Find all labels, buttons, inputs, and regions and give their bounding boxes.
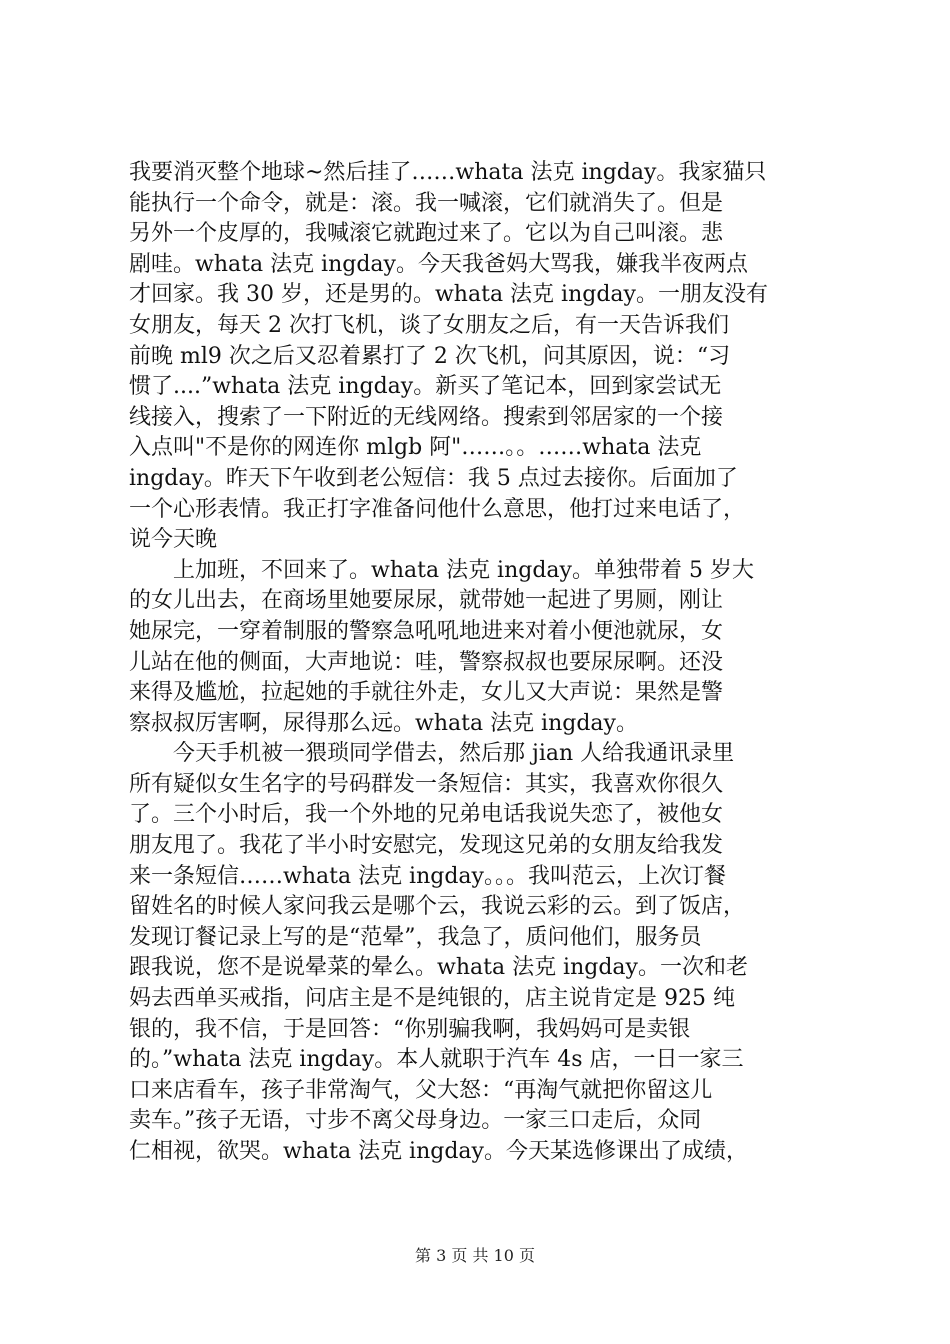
text-line: 跟我说，您不是说晕菜的晕么。whata 法克 ingday。一次和老 (129, 955, 748, 981)
paragraph-start-line: 今天手机被一猥琐同学借去，然后那 jian 人给我通讯录里 (173, 741, 735, 767)
text-line: 朋友甩了。我花了半小时安慰完，发现这兄弟的女朋友给我发 (129, 833, 724, 859)
text-line: 线接入，搜索了一下附近的无线网络。搜索到邻居家的一个接 (129, 404, 724, 430)
text-line: 前晚 ml9 次之后又忍着累打了 2 次飞机，问其原因，说：“习 (129, 343, 731, 369)
text-line: 银的，我不信，于是回答：“你别骗我啊，我妈妈可是卖银 (129, 1016, 691, 1042)
text-line: 来得及尴尬，拉起她的手就往外走，女儿又大声说：果然是警 (129, 680, 724, 706)
text-line: 女朋友，每天 2 次打飞机，谈了女朋友之后，有一天告诉我们 (129, 312, 729, 338)
text-line: 妈去西单买戒指，问店主是不是纯银的，店主说肯定是 925 纯 (129, 986, 735, 1012)
text-line: 的女儿出去，在商场里她要尿尿，就带她一起进了男厕，刚让 (129, 588, 724, 614)
text-line: ingday。昨天下午收到老公短信：我 5 点过去接你。后面加了 (129, 465, 738, 491)
document-body (129, 158, 834, 1168)
text-line: 入点叫"不是你的网连你 mlgb 阿"……。。……whata 法克 (129, 435, 702, 461)
page-number-footer: 第 3 页 共 10 页 (415, 1246, 535, 1265)
text-line: 说今天晚 (129, 527, 218, 553)
text-line: 发现订餐记录上写的是“范晕”，我急了，质问他们，服务员 (129, 924, 702, 950)
text-line: 她尿完，一穿着制服的警察急吼吼地进来对着小便池就尿，女 (129, 618, 724, 644)
text-line: 留姓名的时候人家问我云是哪个云，我说云彩的云。到了饭店， (129, 894, 746, 920)
text-line: 儿站在他的侧面，大声地说：哇，警察叔叔也要尿尿啊。还没 (129, 649, 724, 675)
text-line: 的。”whata 法克 ingday。本人就职于汽车 4s 店，一日一家三 (129, 1047, 744, 1073)
text-line: 剧哇。whata 法克 ingday。今天我爸妈大骂我，嫌我半夜两点 (129, 251, 748, 277)
text-line: 惯了....”whata 法克 ingday。新买了笔记本，回到家尝试无 (129, 374, 722, 400)
text-line: 才回家。我 30 岁，还是男的。whata 法克 ingday。一朋友没有 (129, 282, 768, 308)
text-line: 察叔叔厉害啊，尿得那么远。whata 法克 ingday。 (129, 710, 638, 736)
text-line: 我要消灭整个地球~然后挂了……whata 法克 ingday。我家猫只 (129, 160, 767, 185)
text-line: 了。三个小时后，我一个外地的兄弟电话我说失恋了，被他女 (129, 802, 724, 828)
text-line: 能执行一个命令，就是：滚。我一喊滚，它们就消失了。但是 (129, 190, 724, 216)
text-line: 来一条短信……whata 法克 ingday。。。我叫范云，上次订餐 (129, 863, 726, 889)
text-line: 卖车。”孩子无语，寸步不离父母身边。一家三口走后，众同 (129, 1108, 702, 1134)
text-line: 一个心形表情。我正打字准备问他什么意思，他打过来电话了， (129, 496, 746, 522)
text-line: 所有疑似女生名字的号码群发一条短信：其实，我喜欢你很久 (129, 771, 724, 797)
text-line: 另外一个皮厚的，我喊滚它就跑过来了。它以为自己叫滚。悲 (129, 221, 724, 247)
text-line: 仁相视，欲哭。whata 法克 ingday。今天某选修课出了成绩， (129, 1139, 748, 1164)
text-line: 口来店看车，孩子非常淘气，父大怒：“再淘气就把你留这儿 (129, 1077, 713, 1103)
paragraph-start-line: 上加班，不回来了。whata 法克 ingday。单独带着 5 岁大 (173, 557, 754, 583)
